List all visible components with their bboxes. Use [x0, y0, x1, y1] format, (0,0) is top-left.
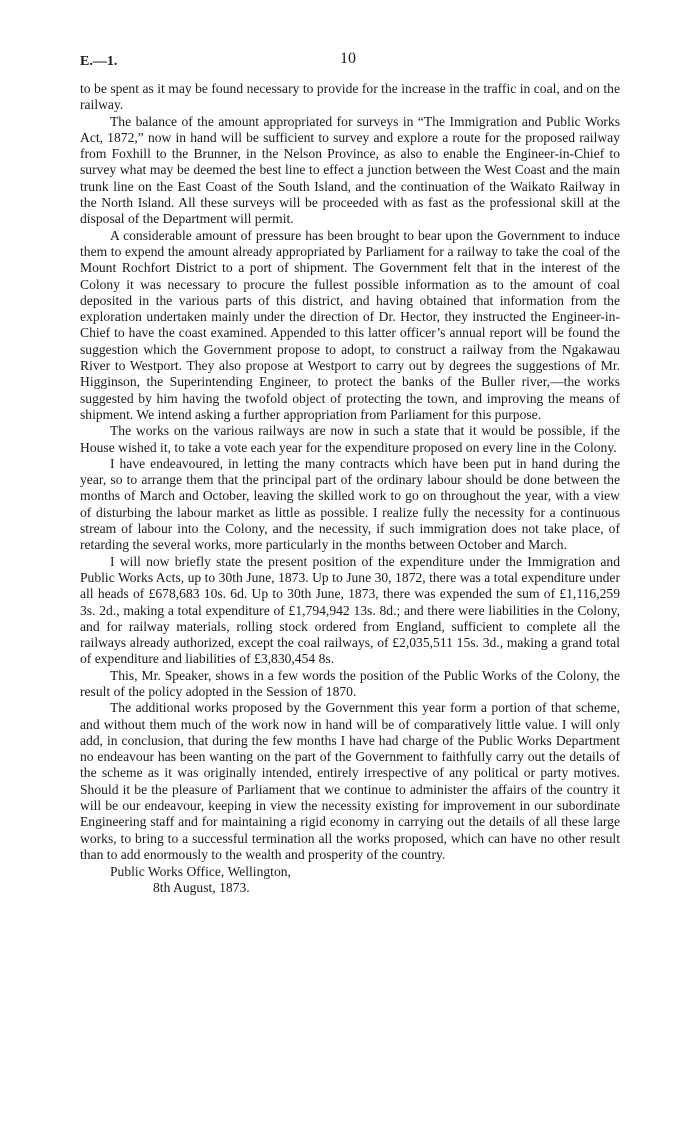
document-code: E.—1. [80, 54, 118, 69]
paragraph-continued: to be spent as it may be found necessary to provide for the increase in the traffic in coal, and on the railway. [80, 81, 620, 113]
paragraph-contracts: I have endeavoured, in letting the many contracts which have been put in hand during the year, so to arrange them that the principal part of the ordinary labour should be done between the months of March and October, leaving the skilled work to go on throughout the year, with a view of disturbing the labour market as little as possible. I realize fully the necessity for a continuous stream of labour into the Colony, and the necessity, if such immigration does not take place, of retarding the several works, more particularly in the months between October and March. [80, 455, 620, 553]
page-header [80, 50, 620, 72]
paragraph-expenditure: I will now briefly state the present position of the expenditure under the Immigration and Public Works Acts, up to 30th June, 1873. Up to June 30, 1872, there was a total expenditure under all heads of £678,683 10s. 6d. Up to 30th June, 1873, there was expended the sum of £1,116,259 3s. 2d., making a total expenditure of £1,794,942 13s. 8d.; and there were liabilities in the Colony, and for railway materials, rolling stock ordered from England, sufficient to complete all the railways already authorized, except the coal railways, of £2,035,511 15s. 3d., making a grand total of expenditure and liabilities of £3,830,454 8s. [80, 553, 620, 667]
paragraph-position: This, Mr. Speaker, shows in a few words the position of the Public Works of the Colony, the result of the policy adopted in the Session of 1870. [80, 667, 620, 699]
paragraph-railway-votes: The works on the various railways are now in such a state that it would be possible, if the House wished it, to take a vote each year for the expenditure proposed on every line in the Colony. [80, 423, 620, 455]
paragraph-mount-rochfort: A considerable amount of pressure has been brought to bear upon the Government to induce them to expend the amount already appropriated by Parliament for a railway to take the coal of the Mount Rochfort District to a port of shipment. The Government felt that in the interest of the Colony it was necessary to procure the fullest possible information as to the amount of coal deposited in the various parts of this district, and having obtained that information from the exploration undertaken mainly under the direction of Dr. Hector, they instructed the Engineer-in-Chief to have the coast examined. Appended to this latter officer’s annual report will be found the suggestion which the Government propose to adopt, to construct a railway from the Ngakawau River to Westport. They also propose at Westport to carry out by degrees the suggestions of Mr. Higginson, the Superintending Engineer, to protect the banks of the Buller river,—the works suggested by him having the twofold object of protecting the town, and improving the means of shipment. We intend asking a further appropriation from Parliament for this purpose. [80, 227, 620, 422]
signature-date: 8th August, 1873. [153, 880, 250, 896]
body-text [80, 81, 620, 863]
signature-block [110, 864, 291, 897]
page-number: 10 [340, 50, 356, 67]
paragraph-conclusion: The additional works proposed by the Government this year form a portion of that scheme, and without them much of the work now in hand will be of comparatively little value. I will only add, in conclusion, that during the few months I have had charge of the Public Works Department no endeavour has been wanting on the part of the Government to faithfully carry out the details of the scheme as it was originally intended, entirely irrespective of any political or party motives. Should it be the pleasure of Parliament that we continue to administer the affairs of the country it will be our endeavour, keeping in view the necessity existing for improvement in our subordinate Engineering staff and for maintaining a rigid economy in carrying out the details of all these large works, to bring to a successful termination all the works proposed, which can have no other result than to add enormously to the wealth and prosperity of the country. [80, 700, 620, 862]
signature-office: Public Works Office, Wellington, [110, 864, 291, 879]
paragraph-surveys: The balance of the amount appropriated for surveys in “The Immigration and Public Works Act, 1872,” now in hand will be sufficient to survey and explore a route for the proposed railway from Foxhill to the Brunner, in the Nelson Province, as also to enable the Engineer-in-Chief to survey what may be deemed the best line to effect a junction between the West Coast and the main trunk line on the East Coast of the South Island, and the continuation of the Waikato Railway in the North Island. All these surveys will be proceeded with as fast as the professional skill at the disposal of the Department will permit. [80, 113, 620, 227]
